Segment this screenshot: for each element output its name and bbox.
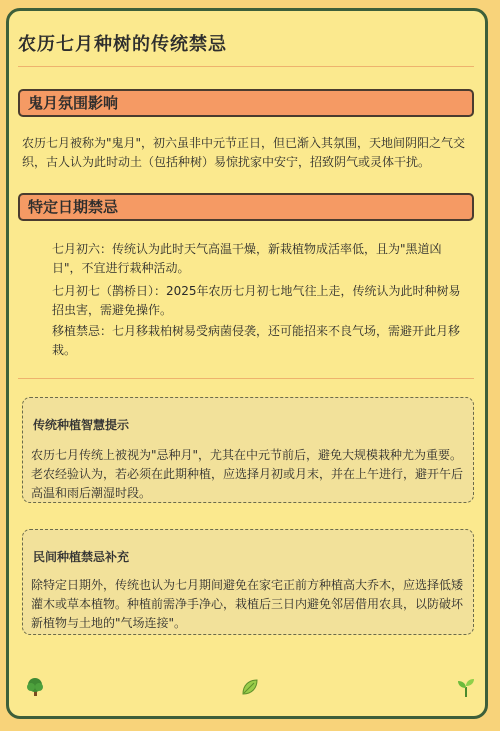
section-text-ghost-month: 农历七月被称为"鬼月"，初六虽非中元节正日，但已渐入其氛围，天地间阴阳之气交织，古人认为此时动土（包括种树）易惊扰家中安宁，招致阴气或灵体干扰。 <box>22 136 466 169</box>
tree-icon <box>24 676 46 703</box>
section-header-ghost-month: 鬼月氛围影响 <box>18 89 474 117</box>
tip-title: 传统种植智慧提示 <box>33 418 130 432</box>
section-header-date-taboos: 特定日期禁忌 <box>18 193 474 221</box>
leaf-icon <box>240 677 260 702</box>
sprout-icon <box>455 676 477 703</box>
tip-text: 农历七月传统上被视为"忌种月"，尤其在中元节前后，避免大规模栽种尤为重要。老农经验认为，若必须在此期种植，应选择月初或月末，并在上午进行，避开午后高温和雨后潮湿时段。 <box>31 448 464 500</box>
list-item: 七月初七（鹊桥日）：2025年农历七月初七地气往上走，传统认为此时种树易招虫害，需避免操作。 <box>52 284 461 317</box>
tip-box-planting-wisdom <box>22 397 474 503</box>
tip-text: 除特定日期外，传统也认为七月期间避免在家宅正前方种植高大乔木，应选择低矮灌木或草本植物。种植前需净手净心，栽植后三日内避免邻居借用农具，以防破坏新植物与土地的"气场连接"。 <box>31 578 464 630</box>
title-divider <box>18 66 474 67</box>
list-item: 七月初六：传统认为此时天气高温干燥，新栽植物成活率低，且为"黑道凶日"，不宜进行栽种活动。 <box>52 242 442 275</box>
page-title: 农历七月种树的传统禁忌 <box>18 34 227 55</box>
list-item: 移植禁忌：七月移栽柏树易受病菌侵袭，还可能招来不良气场，需避开此月移栽。 <box>52 324 461 357</box>
section-divider <box>18 378 474 379</box>
tip-box-folk-taboos <box>22 529 474 635</box>
tip-title: 民间种植禁忌补充 <box>33 550 130 564</box>
